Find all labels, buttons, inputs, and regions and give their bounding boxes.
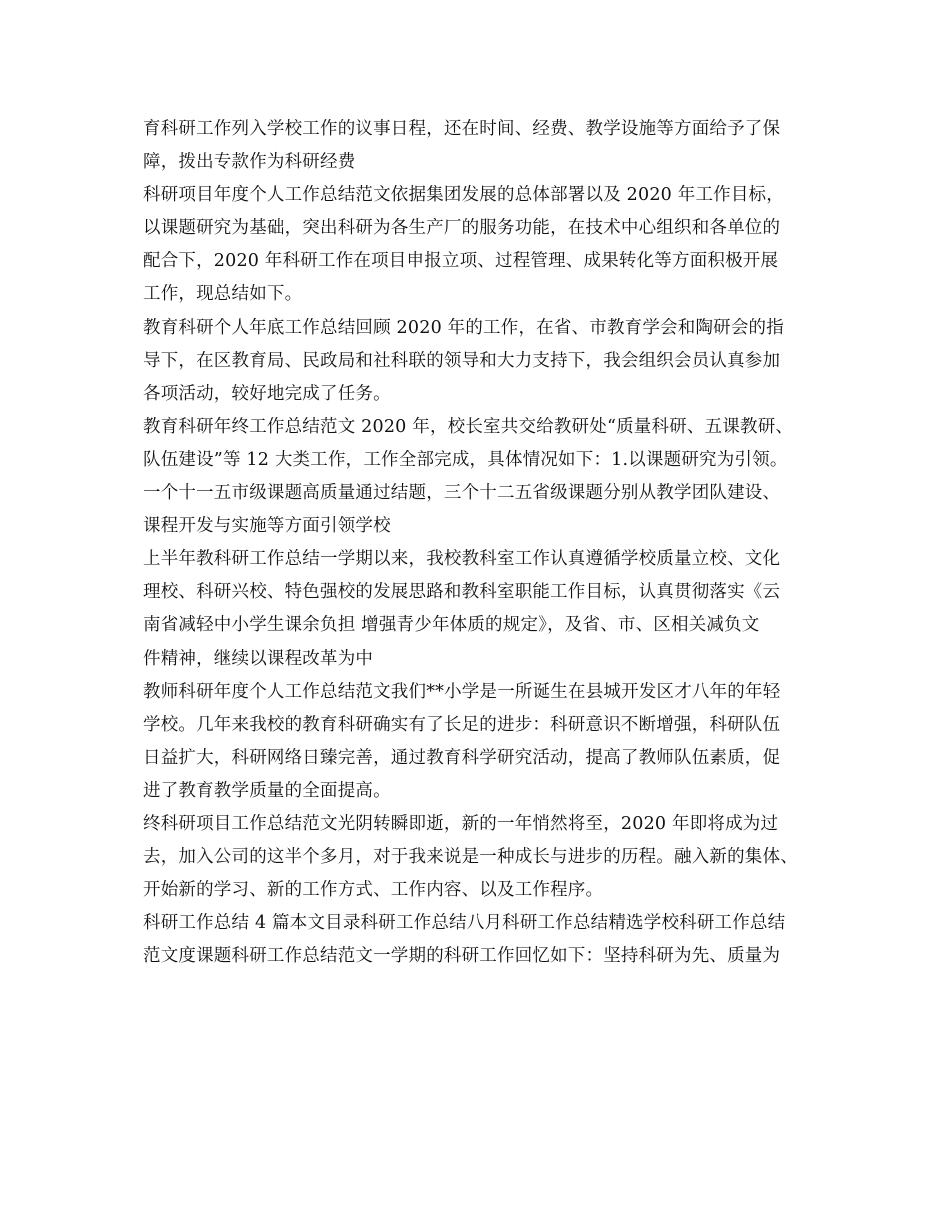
text-line: 教师科研年度个人工作总结范文我们**小学是一所诞生在县城开发区才八年的年轻 (143, 681, 781, 702)
text-line: 以课题研究为基础，突出科研为各生产厂的服务功能，在技术中心组织和各单位的 (143, 218, 781, 239)
text-line: 导下，在区教育局、民政局和社科联的领导和大力支持下，我会组织会员认真参加 (143, 350, 781, 371)
text-line: 终科研项目工作总结范文光阴转瞬即逝，新的一年悄然将至，2020 年即将成为过 (143, 813, 779, 834)
text-line: 队伍建设”等 12 大类工作，工作全部完成，具体情况如下：1.以课题研究为引领。 (143, 449, 788, 470)
document-body (143, 113, 833, 973)
text-line: 各项活动，较好地完成了任务。 (143, 383, 391, 404)
text-line: 进了教育教学质量的全面提高。 (143, 780, 391, 801)
text-line: 上半年教科研工作总结一学期以来，我校教科室工作认真遵循学校质量立校、文化 (143, 549, 781, 570)
text-line: 范文度课题科研工作总结范文一学期的科研工作回忆如下：坚持科研为先、质量为 (143, 946, 781, 967)
text-line: 教育科研年终工作总结范文 2020 年，校长室共交给教研处“质量科研、五课教研、 (143, 416, 794, 437)
text-line: 去，加入公司的这半个多月，对于我来说是一种成长与进步的历程。融入新的集体、 (143, 847, 798, 868)
text-line: 育科研工作列入学校工作的议事日程，还在时间、经费、教学设施等方面给予了保 (143, 119, 781, 139)
text-line: 一个十一五市级课题高质量通过结题，三个十二五省级课题分别从教学团队建设、 (143, 483, 781, 504)
text-line: 工作，现总结如下。 (143, 284, 303, 305)
text-line: 配合下，2020 年科研工作在项目申报立项、过程管理、成果转化等方面积极开展 (143, 251, 779, 272)
text-line: 件精神，继续以课程改革为中 (143, 648, 374, 669)
text-line: 南省减轻中小学生课余负担 增强青少年体质的规定》，及省、市、区相关减负文 (143, 615, 760, 636)
text-line: 学校。几年来我校的教育科研确实有了长足的进步：科研意识不断增强，科研队伍 (143, 714, 781, 735)
text-line: 课程开发与实施等方面引领学校 (143, 516, 391, 537)
text-line: 日益扩大，科研网络日臻完善，通过教育科学研究活动，提高了教师队伍素质，促 (143, 747, 781, 768)
text-line: 开始新的学习、新的工作方式、工作内容、以及工作程序。 (143, 880, 604, 901)
text-line: 障，拨出专款作为科研经费 (143, 152, 356, 173)
text-line: 理校、科研兴校、特色强校的发展思路和教科室职能工作目标，认真贯彻落实《云 (143, 582, 781, 603)
text-line: 科研项目年度个人工作总结范文依据集团发展的总体部署以及 2020 年工作目标， (143, 185, 784, 206)
text-line: 科研工作总结 4 篇本文目录科研工作总结八月科研工作总结精选学校科研工作总结 (143, 913, 786, 934)
text-line: 教育科研个人年底工作总结回顾 2020 年的工作，在省、市教育学会和陶研会的指 (143, 317, 784, 338)
